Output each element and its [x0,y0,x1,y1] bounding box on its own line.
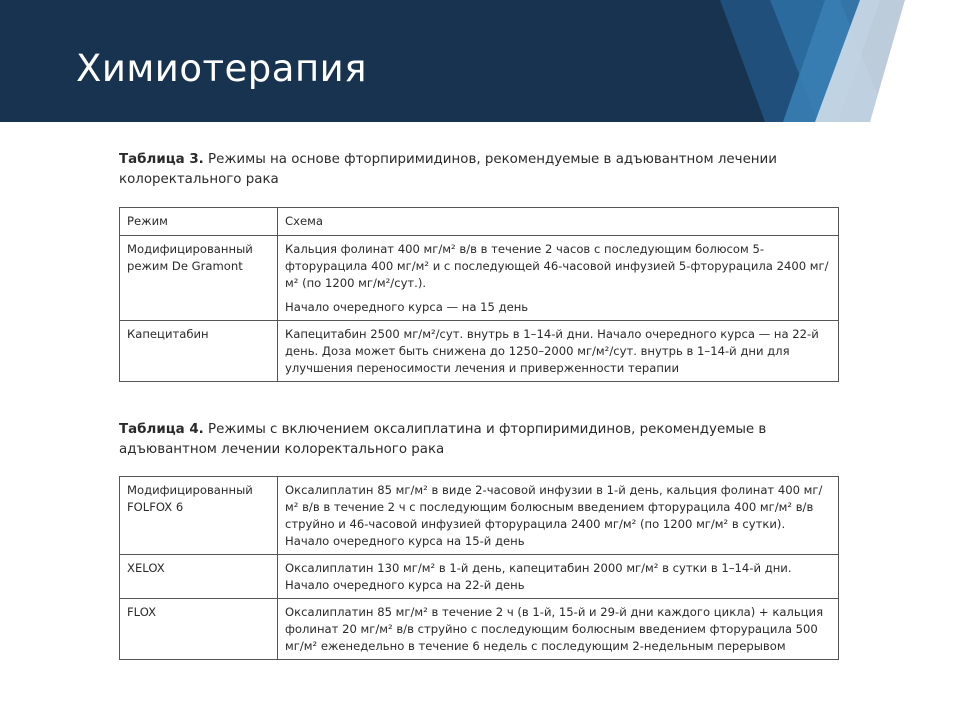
column-header-scheme: Схема [278,208,839,236]
scheme-text: Оксалиплатин 85 мг/м² в виде 2-часовой инфузии в 1-й день, кальция фолинат 400 мг/м² в/в в течение 2 ч с последующим болюсным введением фторурацила 400 мг/м² в/в струйно и 46-часовой инфузией фторурацила 2400 мг/м² (по 1200 мг/м² в сутки). [285,483,823,531]
scheme-cell [278,236,839,321]
scheme-cell: Капецитабин 2500 мг/м²/сут. внутрь в 1–14-й дни. Начало очередного курса — на 22-й день. Доза может быть снижена до 1250–2000 мг/м²/сут. внутрь в 1–14-й дни для улучшения переносимости лечения и приверженности терапии [278,321,839,382]
table-row [120,599,839,660]
table-header-row [120,208,839,236]
slide-header [0,0,960,122]
scheme-text: Кальция фолинат 400 мг/м² в/в в течение 2 часов с последующим болюсом 5-фторурацила 400 мг/м² и с последующей 46-часовой инфузией 5-фторурацила 2400 мг/м² (по 1200 мг/м²/сут.). [285,242,829,290]
scheme-cell: Оксалиплатин 85 мг/м² в течение 2 ч (в 1-й, 15-й и 29-й дни каждого цикла) + кальция фолинат 20 мг/м² в/в струйно с последующим болюсным введением фторурацила 500 мг/м² еженедельно в течение 6 недель с последующим 2-недельным перерывом [278,599,839,660]
regimen-cell: XELOX [120,555,278,599]
table-4-caption [119,420,839,460]
regimen-cell: Модифицированный FOLFOX 6 [120,477,278,555]
table-3-caption [119,150,839,190]
regimen-cell: Модифицированный режим De Gramont [120,236,278,321]
scheme-text: Оксалиплатин 130 мг/м² в 1-й день, капецитабин 2000 мг/м² в сутки в 1–14-й дни. [285,561,792,575]
scheme-note: Начало очередного курса на 15-й день [285,534,525,548]
table-4-caption-text: Режимы с включением оксалиплатина и фторпиримидинов, рекомендуемые в адъювантном лечении колоректального рака [119,422,767,457]
table-row [120,236,839,321]
slide-title: Химиотерапия [76,47,367,90]
regimen-cell: Капецитабин [120,321,278,382]
regimen-cell: FLOX [120,599,278,660]
table-4 [119,476,839,660]
column-header-regimen: Режим [120,208,278,236]
scheme-cell [278,555,839,599]
scheme-note: Начало очередного курса на 22-й день [285,578,525,592]
table-row [120,477,839,555]
table-3 [119,207,839,382]
table-row [120,321,839,382]
scheme-cell [278,477,839,555]
table-3-caption-text: Режимы на основе фторпиримидинов, рекомендуемые в адъювантном лечении колоректального рака [119,152,777,187]
table-row [120,555,839,599]
table-4-caption-label: Таблица 4. [119,422,204,437]
table-3-caption-label: Таблица 3. [119,152,204,167]
scheme-note: Начало очередного курса — на 15 день [285,300,529,314]
